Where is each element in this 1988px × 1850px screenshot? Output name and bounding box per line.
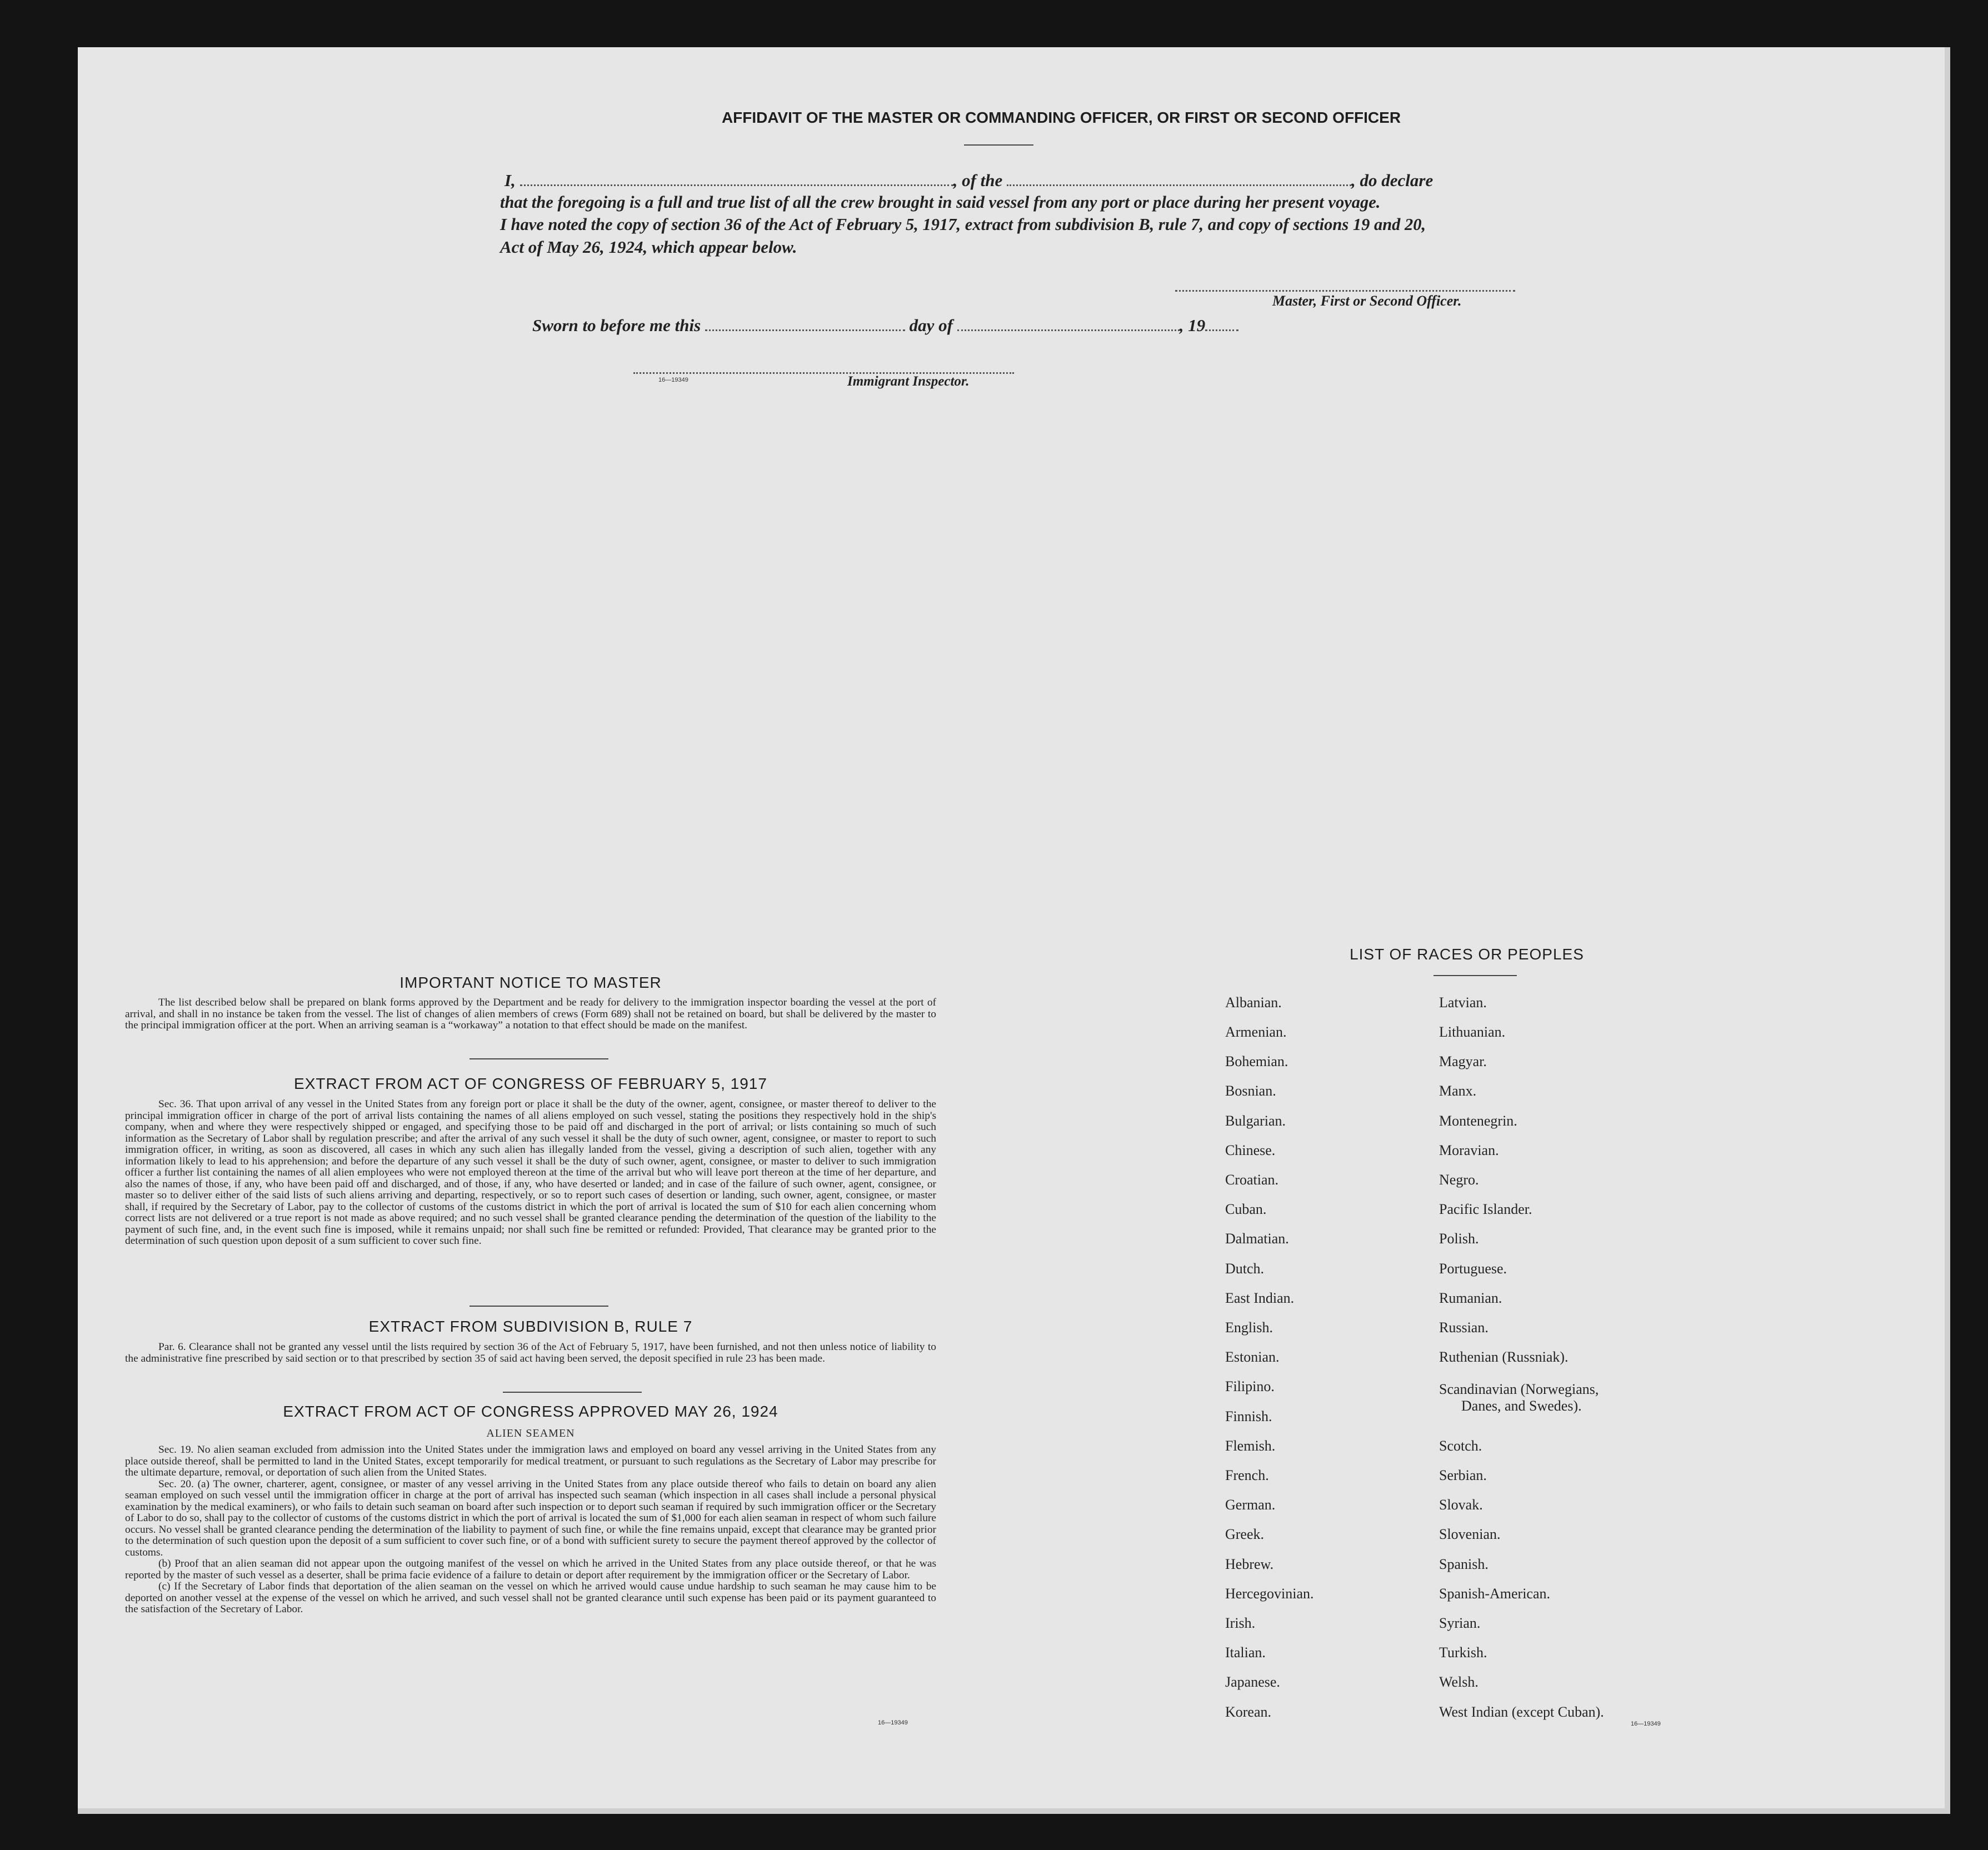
extract-rule7-title: EXTRACT FROM SUBDIVISION B, RULE 7 xyxy=(368,1318,693,1335)
race-item: Albanian. xyxy=(1225,994,1282,1011)
divider xyxy=(469,1058,608,1059)
race-item: Serbian. xyxy=(1439,1467,1487,1483)
race-item: Slovak. xyxy=(1439,1497,1483,1513)
inspector-label: Immigrant Inspector. xyxy=(847,374,970,389)
race-item: Slovenian. xyxy=(1439,1526,1501,1542)
race-item: Syrian. xyxy=(1439,1615,1481,1631)
form-number: 16—19349 xyxy=(658,377,688,383)
race-item: Finnish. xyxy=(1225,1408,1272,1424)
sec-20b-text: (b) Proof that an alien seaman did not appear upon the outgoing manifest of the vessel on which he arrived in the United States from any place outside thereof, or that he was reported by the master of such vessel as a deserter, shall be prima facie evidence of a failure to detain or deport after requirement by the immigration officer or the Secretary of Labor. xyxy=(125,1558,936,1581)
notice-text: The list described below shall be prepared on blank forms approved by the Department and be ready for delivery to the immigration inspector boarding the vessel at the port of arrival, and shall in no instance be taken from the vessel. The list of changes of alien members of crews (Form 689) shall not be retained on board, but shall be delivered by the master to the principal immigration officer at the port. When an arriving seaman is a “workaway” a notation to that effect should be made on the manifest. xyxy=(125,997,936,1031)
document-sheet xyxy=(78,47,1950,1814)
race-item: Lithuanian. xyxy=(1439,1024,1506,1040)
race-item: Turkish. xyxy=(1439,1644,1487,1661)
affidavit-line-1: I, , of the , do declare xyxy=(505,171,1433,190)
race-item: West Indian (except Cuban). xyxy=(1439,1704,1604,1720)
race-item: Polish. xyxy=(1439,1231,1479,1247)
race-item: Spanish-American. xyxy=(1439,1586,1551,1602)
race-item: Pacific Islander. xyxy=(1439,1201,1532,1217)
race-item: Latvian. xyxy=(1439,994,1487,1011)
race-item: Spanish. xyxy=(1439,1556,1488,1572)
notice-title: IMPORTANT NOTICE TO MASTER xyxy=(399,974,662,991)
name-blank[interactable] xyxy=(520,184,953,186)
sec-19-text: Sec. 19. No alien seaman excluded from admission into the United States under the immigration laws and employed on board any vessel arriving in the United States from any place outside thereof, shall be permitted to land in the United States, except temporarily for medical treatment, or pursuant to such regulations as the Secretary of Labor may prescribe for the ultimate departure, removal, or deportation of such alien from the United States. xyxy=(125,1444,936,1478)
form-number: 16—19349 xyxy=(1631,1721,1661,1727)
sec-20a-text: Sec. 20. (a) The owner, charterer, agent, consignee, or master of any vessel arriving in the United States from any place outside thereof who fails to detain on board any alien seaman employed on such vessel until the immigration officer in charge at the port of arrival has inspected such seaman (which inspection in all cases shall include a personal physical examination by the medical examiners), or who fails to detain such seaman on board after such inspection or to deport such seaman if required by such immigration officer or the Secretary of Labor to do so, shall pay to the collector of customs of the customs district in which the port of arrival is located the sum of $1,000 for each alien seaman in respect of whom such failure occurs. No vessel shall be granted clearance pending the determination of the liability to payment of such fine, or while the fine remains unpaid, except that clearance may be granted prior to the determination of such question upon the deposit of a sum sufficient to cover such fine, or of a bond with sufficient surety to secure the payment thereof approved by the collector of customs. xyxy=(125,1478,936,1558)
extract-rule7-text: Par. 6. Clearance shall not be granted any vessel until the lists required by section 36 of the Act of February 5, 1917, have been furnished, and not then unless notice of liability to the administrative fine prescribed by said section or to that prescribed by section 35 of said act having been served, the deposit specified in rule 23 has been made. xyxy=(125,1341,936,1364)
divider xyxy=(503,1392,642,1393)
race-item: Bulgarian. xyxy=(1225,1113,1286,1129)
race-item: Scotch. xyxy=(1439,1438,1482,1454)
affidavit-line-2: that the foregoing is a full and true list of all the crew brought in said vessel from any port or place during her present voyage. xyxy=(500,193,1381,212)
race-item: Rumanian. xyxy=(1439,1290,1502,1306)
race-item: Armenian. xyxy=(1225,1024,1287,1040)
race-item: Flemish. xyxy=(1225,1438,1276,1454)
race-item: Korean. xyxy=(1225,1704,1272,1720)
sworn-line: Sworn to before me this day of , 19 xyxy=(532,316,1238,336)
extract-1924-subtitle: ALIEN SEAMEN xyxy=(486,1427,575,1439)
race-item: Filipino. xyxy=(1225,1378,1275,1394)
extract-1924-body xyxy=(125,1444,936,1616)
affidavit-line-4: Act of May 26, 1924, which appear below. xyxy=(500,237,797,257)
race-item: Manx. xyxy=(1439,1083,1477,1099)
race-item: Hebrew. xyxy=(1225,1556,1274,1572)
race-item: Ruthenian (Russniak). xyxy=(1439,1349,1569,1365)
extract-1917-text: Sec. 36. That upon arrival of any vessel in the United States from any foreign port or place it shall be the duty of the owner, agent, consignee, or master thereof to deliver to the principal immigration officer in charge of the port of arrival lists containing the names of all aliens employed on such vessel, stating the positions they respectively hold in the ship's company, when and where they were respectively shipped or engaged, and specifying those to be paid off and discharged in the port of arrival; or lists containing so much of such information as the Secretary of Labor shall by regulation prescribe; and after the arrival of any such vessel it shall be the duty of such owner, agent, consignee, or master to report to such immigration officer, in writing, as soon as discovered, all cases in which any such alien has illegally landed from the vessel, giving a description of such alien, together with any information likely to lead to his apprehension; and before the departure of any such vessel it shall be the duty of such owner, agent, consignee, or master to deliver to such immigration officer a further list containing the names of all alien employees who were not employed thereon at the time of the arrival but who will leave port thereon at the time of her departure, and also the names of those, if any, who have been paid off and discharged, and of those, if any, who have deserted or landed; and in case of the failure of such owner, agent, consignee, or master so to deliver either of the said lists of such aliens arriving and departing, respectively, or so to report such cases of desertion or landing, such owner, agent, consignee, or master shall, if required by the Secretary of Labor, pay to the collector of customs of the customs district in which the port of arrival is located the sum of $10 for each alien concerning whom correct lists are not delivered or a true report is not made as above required; and no such vessel shall be granted clearance pending the determination of the question of the liability to the payment of such fine, and, in the event such fine is imposed, while it remains unpaid; nor shall such fine be remitted or refunded: Provided, That clearance may be granted prior to the determination of such question upon deposit of a sum sufficient to cover such fine. xyxy=(125,1098,936,1247)
race-item: Portuguese. xyxy=(1439,1261,1507,1277)
form-number: 16—19349 xyxy=(878,1719,908,1726)
signature-line xyxy=(1175,290,1515,292)
race-item: Chinese. xyxy=(1225,1142,1276,1158)
extract-1917-title: EXTRACT FROM ACT OF CONGRESS OF FEBRUARY 5, 1917 xyxy=(294,1075,767,1092)
signature-label: Master, First or Second Officer. xyxy=(1272,293,1462,309)
race-item: Dutch. xyxy=(1225,1261,1265,1277)
race-item: Dalmatian. xyxy=(1225,1231,1289,1247)
race-item: Estonian. xyxy=(1225,1349,1280,1365)
race-item: Magyar. xyxy=(1439,1053,1487,1069)
month-blank[interactable] xyxy=(957,329,1180,331)
race-item: Greek. xyxy=(1225,1526,1265,1542)
race-item: Negro. xyxy=(1439,1172,1479,1188)
day-blank[interactable] xyxy=(705,329,905,331)
year-blank[interactable] xyxy=(1205,329,1238,331)
race-item: German. xyxy=(1225,1497,1276,1513)
race-item: Scandinavian (Norwegians, xyxy=(1439,1381,1599,1397)
race-item: Japanese. xyxy=(1225,1674,1280,1690)
races-title: LIST OF RACES OR PEOPLES xyxy=(1350,946,1584,963)
race-item: Irish. xyxy=(1225,1615,1256,1631)
race-item: Russian. xyxy=(1439,1319,1488,1336)
race-item: Moravian. xyxy=(1439,1142,1499,1158)
race-item: Bosnian. xyxy=(1225,1083,1276,1099)
race-item: Montenegrin. xyxy=(1439,1113,1517,1129)
affidavit-line-3: I have noted the copy of section 36 of the Act of February 5, 1917, extract from subdivision B, rule 7, and copy of sections 19 and 20, xyxy=(500,215,1426,234)
race-item: Italian. xyxy=(1225,1644,1266,1661)
vessel-blank[interactable] xyxy=(1007,184,1351,186)
divider xyxy=(1433,975,1517,976)
race-item: Bohemian. xyxy=(1225,1053,1288,1069)
sec-20c-text: (c) If the Secretary of Labor finds that deportation of the alien seaman on the vessel on which he arrived would cause undue hardship to such seaman he may cause him to be deported on another vessel at the expense of the vessel on which he arrived, and such vessel shall not be granted clearance until such expense has been paid or its payment guaranteed to the satisfaction of the Secretary of Labor. xyxy=(125,1581,936,1615)
divider xyxy=(469,1306,608,1307)
extract-1924-title: EXTRACT FROM ACT OF CONGRESS APPROVED MAY 26, 1924 xyxy=(283,1403,778,1420)
affidavit-title: AFFIDAVIT OF THE MASTER OR COMMANDING OFFICER, OR FIRST OR SECOND OFFICER xyxy=(721,109,1401,126)
race-item: French. xyxy=(1225,1467,1269,1483)
race-item: Hercegovinian. xyxy=(1225,1586,1314,1602)
race-item: Danes, and Swedes). xyxy=(1461,1398,1582,1414)
race-item: East Indian. xyxy=(1225,1290,1295,1306)
race-item: Croatian. xyxy=(1225,1172,1279,1188)
race-item: Welsh. xyxy=(1439,1674,1478,1690)
race-item: English. xyxy=(1225,1319,1273,1336)
race-item: Cuban. xyxy=(1225,1201,1267,1217)
title-divider xyxy=(964,144,1033,146)
